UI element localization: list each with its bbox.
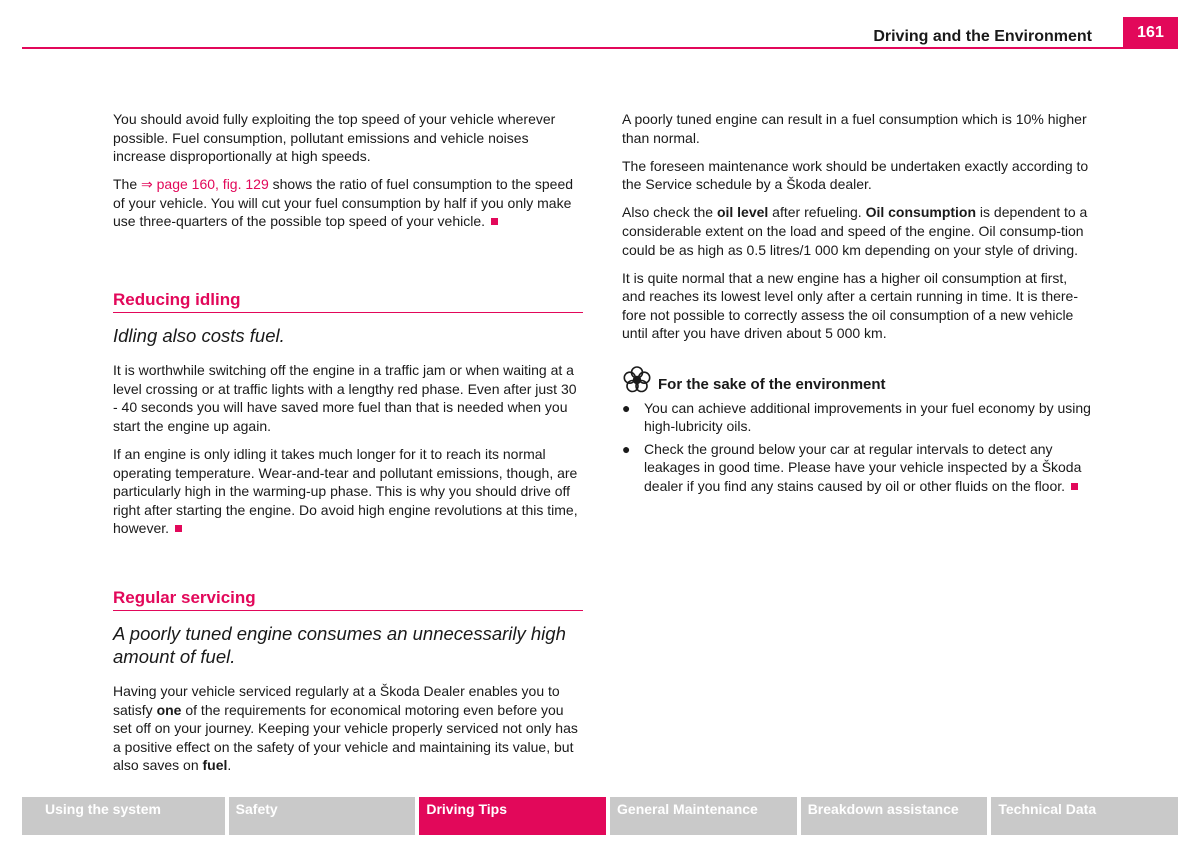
text-run: is dependent to a considerable extent on the load and speed of the engine. Oil consump-tion could be as high as 0.5 litres/1 000 km depending on your style of driving. bbox=[622, 204, 1088, 258]
tab-breakdown-assistance[interactable]: Breakdown assistance bbox=[801, 797, 988, 835]
tab-general-maintenance[interactable]: General Maintenance bbox=[610, 797, 797, 835]
section-lead-idling: Idling also costs fuel. bbox=[113, 325, 285, 347]
tab-driving-tips[interactable]: Driving Tips bbox=[419, 797, 606, 835]
right-paragraph-3 bbox=[622, 203, 1092, 259]
page-header-title: Driving and the Environment bbox=[873, 28, 1092, 45]
text-run: of the requirements for economical motoring even before you set off on your journey. Keeping your vehicle properly serviced not only has a positive effect on the safety of your vehicle and maintaining its value, but also saves on bbox=[113, 701, 578, 774]
page-number: 161 bbox=[1123, 17, 1178, 49]
text-run: after refueling. bbox=[768, 204, 866, 221]
right-paragraph-1: A poorly tuned engine can result in a fuel consumption which is 10% higher than normal. bbox=[622, 111, 1087, 146]
bold-text: one bbox=[156, 701, 182, 718]
text-run: Check the ground below your car at regular intervals to detect any leakages in good time. Please have your vehicle inspected by a Škoda dealer if you find any stains caused by oil or other fluids on the floor. bbox=[644, 440, 1082, 494]
tab-safety[interactable]: Safety bbox=[229, 797, 416, 835]
section-end-mark bbox=[1071, 483, 1078, 490]
section-end-mark bbox=[491, 218, 498, 225]
idling-paragraph-2 bbox=[113, 445, 583, 538]
text-run: Having your vehicle serviced regularly at a Škoda Dealer enables you to satisfy bbox=[113, 683, 560, 718]
page-reference-link[interactable]: ⇒ page 160, fig. 129 bbox=[141, 176, 269, 193]
section-heading-regular-servicing: Regular servicing bbox=[113, 589, 583, 612]
servicing-paragraph-1 bbox=[113, 682, 583, 775]
chapter-tab-bar bbox=[22, 797, 1178, 835]
text-run: . bbox=[227, 757, 232, 774]
tab-technical-data[interactable]: Technical Data bbox=[991, 797, 1178, 835]
text-run: The bbox=[113, 176, 142, 193]
text-run: Also check the bbox=[622, 204, 717, 221]
environment-note-heading: For the sake of the environment bbox=[658, 375, 886, 393]
flower-icon bbox=[622, 365, 652, 395]
bold-text: Oil consumption bbox=[865, 204, 977, 221]
right-paragraph-4: It is quite normal that a new engine has a higher oil consumption at first, and reaches its lowest level only after a certain running in time. It is there-fore not possible to correctly assess the oil consumption of a new vehicle until after you have driven about 5 000 km. bbox=[622, 269, 1078, 342]
section-heading-reducing-idling: Reducing idling bbox=[113, 291, 583, 314]
bullet-icon: ● bbox=[622, 399, 631, 416]
tab-using-the-system[interactable]: Using the system bbox=[22, 797, 225, 835]
right-paragraph-2: The foreseen maintenance work should be undertaken exactly according to the Service schedule by a Škoda dealer. bbox=[622, 157, 1089, 193]
header-rule bbox=[22, 47, 1178, 49]
left-column bbox=[113, 110, 583, 785]
bullet-icon: ● bbox=[622, 440, 631, 457]
idling-paragraph-1: It is worthwhile switching off the engine in a traffic jam or when waiting at a level crossing or at traffic lights with a lengthy red phase. Even after just 30 - 40 seconds you will have saved more fuel than that is needed when you start the engine up again. bbox=[113, 362, 577, 434]
section-end-mark bbox=[175, 525, 182, 532]
bullet-text: You can achieve additional improvements in your fuel economy by using high-lubricity oils. bbox=[644, 399, 1091, 435]
bold-text: fuel bbox=[202, 757, 228, 774]
intro-paragraph-1: You should avoid fully exploiting the top speed of your vehicle wherever possible. Fuel consumption, pollutant emissions and vehicle noises increase disproportionally at high speeds. bbox=[113, 111, 556, 165]
environment-note bbox=[622, 365, 1092, 496]
environment-note-header bbox=[622, 365, 1092, 395]
list-item bbox=[622, 399, 1092, 436]
right-column bbox=[622, 110, 1092, 500]
list-item bbox=[622, 440, 1092, 496]
section-lead-servicing: A poorly tuned engine consumes an unnecessarily high amount of fuel. bbox=[113, 623, 566, 668]
bullet-text bbox=[644, 440, 1092, 496]
bold-text: oil level bbox=[716, 204, 769, 221]
text-run: If an engine is only idling it takes much longer for it to reach its normal operating temperature. Wear-and-tear and pollutant emissions, though, are particularly high in the warming-up phase. This is why you should drive off right after starting the engine. Do avoid high engine revolutions at this time, however. bbox=[113, 446, 578, 537]
text-run: shows the ratio of fuel consumption to the speed of your vehicle. You will cut your fuel consumption by half if you only make use three-quarters of the possible top speed of your vehicle. bbox=[113, 176, 574, 230]
intro-paragraph-2 bbox=[113, 175, 583, 231]
